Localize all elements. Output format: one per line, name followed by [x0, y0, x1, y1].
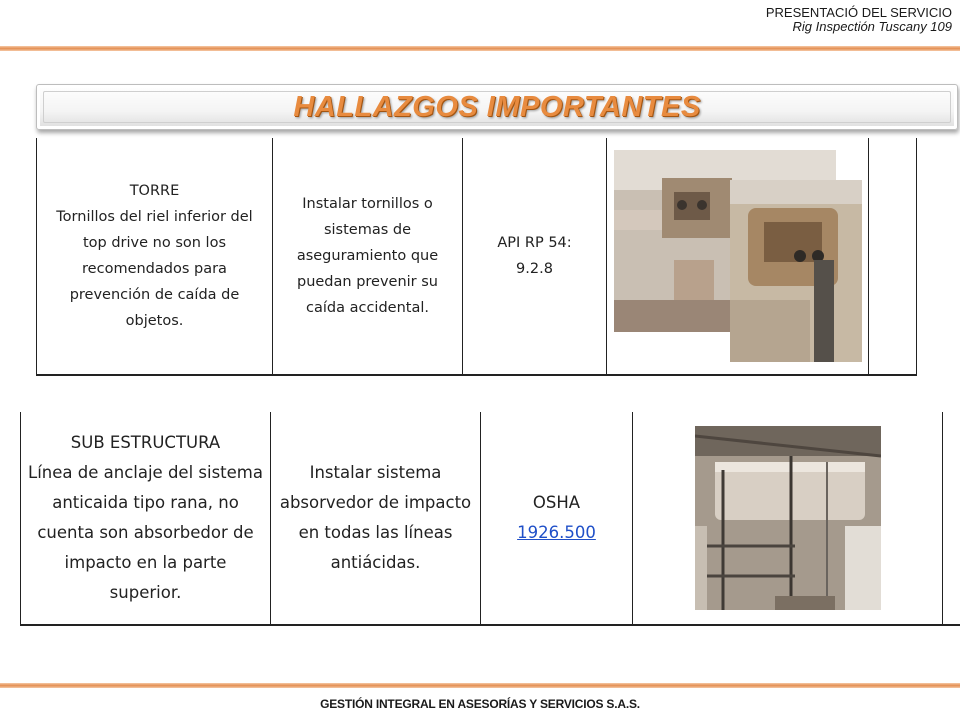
anchor-line-photo — [695, 426, 881, 610]
standard-cell — [481, 412, 633, 625]
top-divider — [0, 46, 960, 51]
standard-name: OSHA — [532, 493, 581, 512]
photo-cell — [633, 412, 943, 625]
title-banner — [36, 84, 958, 130]
table-row — [21, 412, 960, 625]
finding-cell — [37, 138, 273, 375]
recommendation-text: Instalar tornillos o sistemas de aseguramiento que puedan prevenir su caída accidental. — [296, 196, 439, 316]
recommendation-cell — [273, 138, 463, 375]
photo-cell — [607, 138, 869, 375]
finding-table-subestructura — [20, 412, 960, 626]
bolt-rail-photo-image — [614, 150, 862, 362]
header-service-title: PRESENTACIÓ DEL SERVICIO — [765, 5, 952, 20]
empty-cell — [869, 138, 917, 375]
finding-description: Tornillos del riel inferior del top drive no son los recomendados para prevención de caída de objetos. — [56, 209, 253, 329]
bottom-divider — [0, 683, 960, 688]
finding-area: TORRE — [129, 183, 180, 199]
anchor-line-photo-image — [695, 426, 881, 610]
recommendation-cell — [271, 412, 481, 625]
empty-cell — [943, 412, 960, 625]
standard-name: API RP 54: — [497, 235, 572, 251]
header-rig-name: Rig Inspectión Tuscany 109 — [792, 19, 952, 34]
bolt-rail-photo — [614, 150, 862, 362]
standard-cell — [463, 138, 607, 375]
finding-description: Línea de anclaje del sistema anticaida tipo rana, no cuenta son absorbedor de impacto en la parte superior. — [28, 463, 263, 602]
finding-cell — [21, 412, 271, 625]
page-title: HALLAZGOS IMPORTANTES — [293, 91, 701, 123]
recommendation-text: Instalar sistema absorvedor de impacto en todas las líneas antiácidas. — [279, 463, 472, 572]
standard-link[interactable]: 1926.500 — [517, 523, 596, 542]
finding-area: SUB ESTRUCTURA — [70, 433, 221, 452]
table-row — [37, 138, 917, 375]
finding-table-torre — [36, 138, 917, 376]
header-block — [766, 6, 952, 34]
footer-company: GESTIÓN INTEGRAL EN ASESORÍAS Y SERVICIOS S.A.S. — [320, 697, 640, 711]
standard-clause: 9.2.8 — [516, 261, 553, 277]
